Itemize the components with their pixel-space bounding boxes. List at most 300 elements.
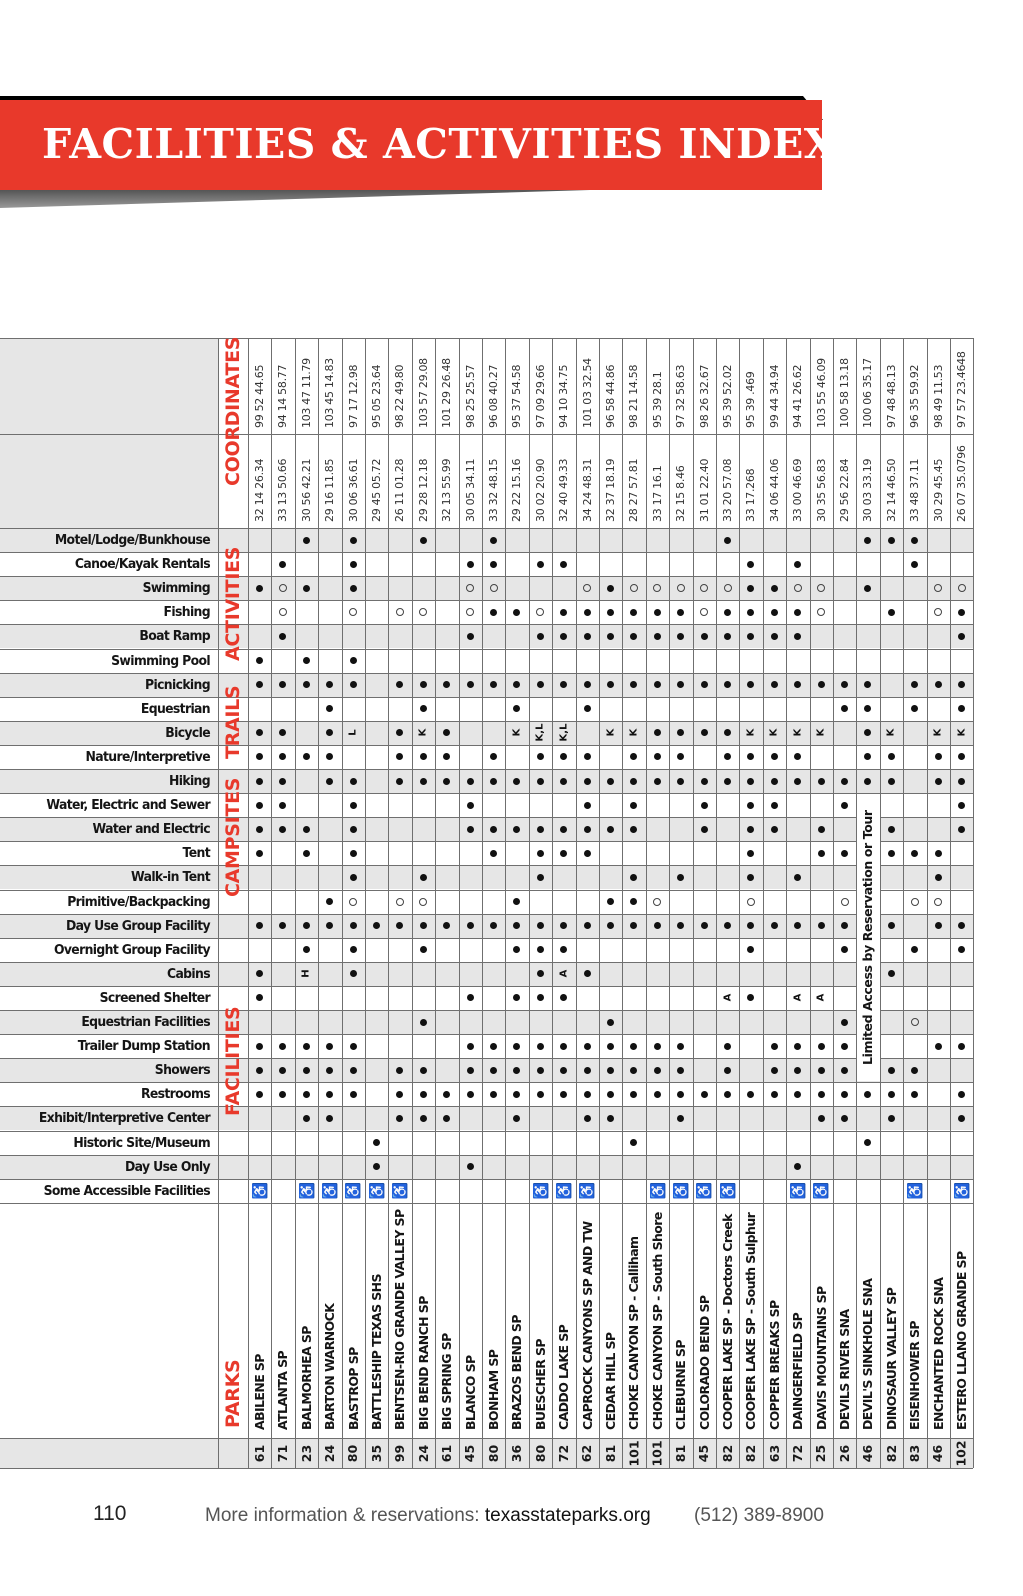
cell-mark	[248, 914, 271, 938]
dot-mark	[958, 681, 965, 688]
cell-mark	[950, 1034, 973, 1058]
dot-mark	[584, 778, 591, 785]
column-rule	[950, 338, 951, 1468]
dot-mark	[303, 1043, 310, 1050]
dot-mark	[958, 1115, 965, 1122]
row-label: Motel/Lodge/Bunkhouse	[54, 532, 210, 548]
cell-mark	[295, 745, 318, 769]
cell-mark	[622, 721, 645, 745]
dot-mark	[864, 585, 871, 592]
park-latitude: 30 29 45.45	[931, 458, 945, 522]
dot-mark	[279, 826, 286, 833]
dot-mark	[747, 778, 754, 785]
dot-mark	[350, 1043, 357, 1050]
park-latitude: 32 15 8.46	[674, 465, 688, 522]
dot-mark	[958, 946, 965, 953]
cell-mark	[412, 1106, 435, 1130]
park-name[interactable]: COLORADO BEND SP	[696, 1295, 712, 1430]
cell-mark	[342, 673, 365, 697]
dot-mark	[560, 1043, 567, 1050]
cell-mark	[669, 1106, 692, 1130]
cell-mark	[927, 745, 950, 769]
cell-mark	[950, 624, 973, 648]
park-name[interactable]: BUESCHER SP	[532, 1339, 548, 1430]
park-name[interactable]: BONHAM SP	[486, 1349, 501, 1430]
dot-mark	[724, 1067, 731, 1074]
dot-mark	[701, 1091, 708, 1098]
dot-mark	[303, 585, 310, 592]
cell-mark	[505, 721, 528, 745]
cell-mark	[412, 769, 435, 793]
cell-mark	[271, 793, 294, 817]
dot-mark	[771, 778, 778, 785]
dot-mark	[256, 994, 263, 1001]
cell-mark	[318, 1106, 341, 1130]
cell-mark	[903, 938, 926, 962]
dot-mark	[888, 753, 895, 760]
park-latitude: 26 07 35.0796	[955, 445, 968, 522]
dot-mark	[841, 850, 848, 857]
park-name[interactable]: CHOKE CANYON SP - Calliham	[626, 1236, 642, 1430]
cell-mark	[739, 841, 762, 865]
dot-mark	[513, 1043, 520, 1050]
cell-mark	[739, 600, 762, 624]
cell-mark	[388, 1179, 411, 1203]
park-name[interactable]: BASTROP SP	[345, 1347, 361, 1430]
directory-page-number	[435, 1438, 458, 1468]
park-name[interactable]: ABILENE SP	[252, 1354, 267, 1430]
dot-mark	[560, 946, 567, 953]
cell-mark	[903, 1058, 926, 1082]
cell-mark	[950, 745, 973, 769]
page-number-text: 101	[649, 1439, 665, 1467]
park-name[interactable]: DAVIS MOUNTAINS SP	[813, 1286, 829, 1430]
cell-mark	[669, 745, 692, 769]
park-name[interactable]: DAINGERFIELD SP	[790, 1312, 806, 1430]
cell-mark	[693, 1179, 716, 1203]
park-longitude: 95 05 23.64	[370, 364, 383, 428]
open-circle-mark	[911, 1018, 919, 1026]
dot-mark	[513, 705, 520, 712]
park-name[interactable]: COOPER LAKE SP - South Sulphur	[743, 1212, 759, 1430]
cell-mark	[646, 769, 669, 793]
column-rule	[482, 338, 483, 1468]
cell-mark	[786, 552, 809, 576]
dot-mark	[677, 609, 684, 616]
cell-mark	[552, 914, 575, 938]
code-letter: L	[347, 729, 359, 736]
dot-mark	[911, 537, 918, 544]
cell-mark	[693, 817, 716, 841]
cell-mark	[482, 745, 505, 769]
dot-mark	[747, 946, 754, 953]
wheelchair-icon: ♿	[953, 1181, 970, 1200]
dot-mark	[584, 633, 591, 640]
dot-mark	[256, 970, 263, 977]
cell-mark	[248, 841, 271, 865]
page-number-text: 81	[603, 1444, 618, 1462]
dot-mark	[350, 850, 357, 857]
open-circle-mark	[934, 584, 942, 592]
cell-mark	[342, 769, 365, 793]
cell-mark	[810, 1034, 833, 1058]
wheelchair-icon: ♿	[532, 1181, 549, 1200]
page-number-text: 46	[860, 1444, 876, 1462]
open-circle-mark	[536, 608, 544, 616]
park-name[interactable]: BRAZOS BEND SP	[509, 1315, 525, 1430]
park-name[interactable]: ATLANTA SP	[275, 1350, 291, 1430]
park-latitude: 32 37 18.19	[604, 458, 617, 522]
dot-mark	[864, 681, 871, 688]
cell-mark	[622, 793, 645, 817]
park-name[interactable]: BATTLESHIP TEXAS SHS	[369, 1274, 384, 1430]
directory-page-number	[271, 1438, 294, 1468]
dot-mark	[490, 753, 497, 760]
cell-mark	[950, 769, 973, 793]
cell-mark	[810, 721, 833, 745]
park-longitude: 98 22 49.80	[393, 364, 407, 428]
limited-access-note: Limited Access by Reservation or Tour	[860, 810, 876, 1066]
park-longitude: 94 41 26.62	[791, 364, 805, 428]
cell-mark	[412, 914, 435, 938]
cell-mark	[739, 673, 762, 697]
cell-mark	[552, 600, 575, 624]
cell-mark	[365, 1131, 388, 1155]
page-number-text: 72	[790, 1444, 806, 1462]
park-name[interactable]: BENTSEN-RIO GRANDE VALLEY SP	[392, 1209, 408, 1430]
dot-mark	[396, 1115, 403, 1122]
cell-mark	[599, 1106, 622, 1130]
row-label: Hiking	[168, 773, 210, 789]
open-circle-mark	[653, 898, 661, 906]
dot-mark	[818, 1043, 825, 1050]
cell-mark	[833, 914, 856, 938]
cell-mark	[903, 552, 926, 576]
park-longitude: 96 35 59.92	[908, 364, 922, 428]
dot-mark	[560, 826, 567, 833]
park-name[interactable]: BIG BEND RANCH SP	[415, 1296, 431, 1430]
column-rule	[880, 338, 881, 1468]
dot-mark	[326, 1115, 333, 1122]
directory-page-number	[833, 1438, 856, 1468]
cell-mark	[271, 721, 294, 745]
cell-mark	[810, 769, 833, 793]
cell-mark	[856, 745, 879, 769]
park-name[interactable]: DINOSAUR VALLEY SP	[883, 1287, 899, 1430]
page-number-text: 61	[439, 1444, 455, 1462]
dot-mark	[911, 850, 918, 857]
cell-mark	[482, 817, 505, 841]
open-circle-mark	[653, 584, 661, 592]
cell-mark	[271, 624, 294, 648]
cell-mark	[412, 528, 435, 552]
cell-mark	[716, 624, 739, 648]
dot-mark	[724, 609, 731, 616]
dot-mark	[279, 633, 286, 640]
page-number-text: 26	[837, 1444, 852, 1462]
page-number-text: 80	[532, 1444, 548, 1462]
park-name[interactable]: COPPER BREAKS SP	[766, 1300, 782, 1430]
cell-mark	[716, 1179, 739, 1203]
dot-mark	[747, 994, 754, 1001]
dot-mark	[677, 633, 684, 640]
cell-mark	[669, 1034, 692, 1058]
dot-mark	[841, 1067, 848, 1074]
dot-mark	[794, 778, 801, 785]
dot-mark	[724, 1091, 731, 1098]
cell-mark	[880, 817, 903, 841]
cell-mark	[856, 576, 879, 600]
dot-mark	[584, 705, 591, 712]
row-label: Tent	[182, 845, 210, 862]
code-letter: K	[417, 728, 429, 737]
cell-mark	[295, 1058, 318, 1082]
footer-phone: (512) 389-8900	[694, 1505, 824, 1526]
cell-mark	[552, 986, 575, 1010]
cell-mark	[810, 1179, 833, 1203]
cell-mark	[622, 769, 645, 793]
dot-mark	[467, 826, 474, 833]
row-label: Water, Electric and Sewer	[46, 797, 210, 814]
dot-mark	[537, 826, 544, 833]
dot-mark	[794, 1163, 801, 1170]
dot-mark	[443, 753, 450, 760]
wheelchair-icon: ♿	[555, 1181, 572, 1200]
cell-mark	[342, 721, 365, 745]
dot-mark	[958, 753, 965, 760]
page-number-text: 45	[462, 1444, 478, 1462]
cell-mark	[552, 938, 575, 962]
cell-mark	[342, 890, 365, 914]
cell-mark	[739, 1082, 762, 1106]
dot-mark	[560, 681, 567, 688]
park-name[interactable]: BALMORHEA SP	[298, 1326, 314, 1430]
directory-page-number	[903, 1438, 926, 1468]
page-number-text: 72	[556, 1444, 572, 1462]
dot-mark	[467, 681, 474, 688]
cell-mark	[599, 914, 622, 938]
dot-mark	[560, 994, 567, 1001]
cell-mark	[646, 1058, 669, 1082]
dot-mark	[256, 681, 263, 688]
dot-mark	[537, 1067, 544, 1074]
cell-mark	[388, 1082, 411, 1106]
cell-mark	[412, 1058, 435, 1082]
wheelchair-icon: ♿	[906, 1181, 923, 1200]
dot-mark	[771, 633, 778, 640]
cell-mark	[412, 865, 435, 889]
dot-mark	[888, 1067, 895, 1074]
dot-mark	[537, 874, 544, 881]
cell-mark	[271, 769, 294, 793]
dot-mark	[888, 609, 895, 616]
park-name[interactable]: CADDO LAKE SP	[556, 1324, 572, 1430]
dot-mark	[935, 1043, 942, 1050]
wheelchair-icon: ♿	[251, 1181, 268, 1200]
cell-mark	[716, 1058, 739, 1082]
dot-mark	[630, 778, 637, 785]
park-name[interactable]: CAPROCK CANYONS SP AND TW	[579, 1221, 595, 1430]
cell-mark	[271, 1082, 294, 1106]
dot-mark	[584, 609, 591, 616]
row-label: Nature/Interpretive	[85, 748, 210, 765]
dot-mark	[677, 874, 684, 881]
page-number-text: 101	[626, 1439, 642, 1467]
cell-mark	[342, 1034, 365, 1058]
dot-mark	[350, 657, 357, 664]
dot-mark	[630, 753, 637, 760]
park-name[interactable]: ENCHANTED ROCK SNA	[930, 1277, 946, 1430]
row-label: Equestrian Facilities	[81, 1014, 210, 1030]
cell-mark	[576, 1058, 599, 1082]
open-circle-mark	[490, 584, 498, 592]
directory-page-number	[763, 1438, 786, 1468]
dot-mark	[747, 609, 754, 616]
dot-mark	[490, 826, 497, 833]
open-circle-mark	[677, 584, 685, 592]
dot-mark	[724, 753, 731, 760]
dot-mark	[350, 874, 357, 881]
dot-mark	[279, 778, 286, 785]
dot-mark	[911, 1091, 918, 1098]
park-name[interactable]: EISENHOWER SP	[907, 1321, 923, 1430]
code-letter: K,L	[558, 723, 570, 742]
dot-mark	[350, 946, 357, 953]
footer-website[interactable]: texasstateparks.org	[484, 1505, 651, 1526]
column-rule	[365, 338, 366, 1468]
directory-page-number	[646, 1438, 669, 1468]
dot-mark	[677, 1067, 684, 1074]
cell-mark	[693, 793, 716, 817]
cell-mark	[318, 1058, 341, 1082]
cell-mark	[786, 914, 809, 938]
dot-mark	[607, 1115, 614, 1122]
cell-mark	[271, 600, 294, 624]
park-longitude: 95 39 .469	[744, 371, 758, 428]
directory-page-number	[950, 1438, 973, 1468]
cell-mark	[552, 1034, 575, 1058]
dot-mark	[303, 537, 310, 544]
park-longitude: 97 32 58.63	[674, 364, 688, 428]
park-latitude: 30 02 20.90	[533, 458, 547, 522]
cell-mark	[248, 576, 271, 600]
dot-mark	[607, 609, 614, 616]
dot-mark	[888, 970, 895, 977]
cell-mark	[459, 1058, 482, 1082]
park-longitude: 96 08 40.27	[487, 364, 500, 428]
dot-mark	[630, 898, 637, 905]
cell-mark	[482, 600, 505, 624]
directory-page-number	[552, 1438, 575, 1468]
dot-mark	[935, 850, 942, 857]
footer	[0, 1502, 1023, 1542]
column-rule	[810, 338, 811, 1468]
cell-mark	[552, 1082, 575, 1106]
dot-mark	[747, 633, 754, 640]
cell-mark	[365, 1155, 388, 1179]
cell-mark	[529, 962, 552, 986]
column-rule	[576, 338, 577, 1468]
cell-mark	[669, 769, 692, 793]
park-name[interactable]: COOPER LAKE SP - Doctors Creek	[720, 1214, 735, 1430]
cell-mark	[459, 624, 482, 648]
cell-mark	[482, 673, 505, 697]
cell-mark	[693, 624, 716, 648]
column-rule	[973, 338, 974, 1468]
dot-mark	[420, 922, 427, 929]
cell-mark	[552, 769, 575, 793]
dot-mark	[724, 1043, 731, 1050]
cell-mark	[271, 552, 294, 576]
category-activities: ACTIVITIES	[222, 546, 244, 661]
cell-mark	[529, 769, 552, 793]
cell-mark	[505, 1034, 528, 1058]
dot-mark	[864, 537, 871, 544]
cell-mark	[833, 841, 856, 865]
open-circle-mark	[958, 584, 966, 592]
directory-page-number	[365, 1438, 388, 1468]
cell-mark	[248, 962, 271, 986]
dot-mark	[350, 585, 357, 592]
park-name[interactable]: BLANCO SP	[462, 1355, 478, 1430]
park-name[interactable]: DEVILS RIVER SNA	[837, 1309, 852, 1430]
cell-mark	[342, 1179, 365, 1203]
park-name[interactable]: CHOKE CANYON SP - South Shore	[649, 1212, 665, 1430]
dot-mark	[303, 657, 310, 664]
dot-mark	[303, 946, 310, 953]
cell-mark	[669, 673, 692, 697]
cell-mark	[342, 576, 365, 600]
code-letter: A	[722, 994, 733, 1002]
park-name[interactable]: CLEBURNE SP	[673, 1340, 689, 1430]
dot-mark	[584, 850, 591, 857]
cell-mark	[505, 890, 528, 914]
dot-mark	[560, 850, 567, 857]
open-circle-mark	[349, 608, 357, 616]
dot-mark	[513, 1091, 520, 1098]
cell-mark	[786, 865, 809, 889]
dot-mark	[818, 826, 825, 833]
cell-mark	[576, 769, 599, 793]
dot-mark	[303, 826, 310, 833]
dot-mark	[326, 1091, 333, 1098]
open-circle-mark	[934, 898, 942, 906]
cell-mark	[739, 914, 762, 938]
cell-mark	[342, 914, 365, 938]
cell-mark	[739, 552, 762, 576]
park-name[interactable]: BIG SPRING SP	[439, 1333, 455, 1430]
park-name[interactable]: ESTERO LLANO GRANDE SP	[954, 1251, 969, 1430]
dot-mark	[303, 681, 310, 688]
park-name[interactable]: BARTON WARNOCK	[322, 1303, 338, 1430]
park-name[interactable]: DEVIL'S SINKHOLE SNA	[860, 1278, 876, 1430]
cell-mark	[599, 1034, 622, 1058]
cell-mark	[739, 890, 762, 914]
dot-mark	[420, 753, 427, 760]
row-label: Trailer Dump Station	[77, 1038, 210, 1055]
open-circle-mark	[466, 584, 474, 592]
cell-mark	[459, 1034, 482, 1058]
dot-mark	[607, 1067, 614, 1074]
park-name[interactable]: CEDAR HILL SP	[603, 1332, 618, 1430]
cell-mark	[529, 721, 552, 745]
dot-mark	[911, 705, 918, 712]
dot-mark	[303, 922, 310, 929]
cell-mark	[763, 624, 786, 648]
cell-mark	[412, 1010, 435, 1034]
cell-mark	[622, 865, 645, 889]
open-circle-mark	[466, 608, 474, 616]
